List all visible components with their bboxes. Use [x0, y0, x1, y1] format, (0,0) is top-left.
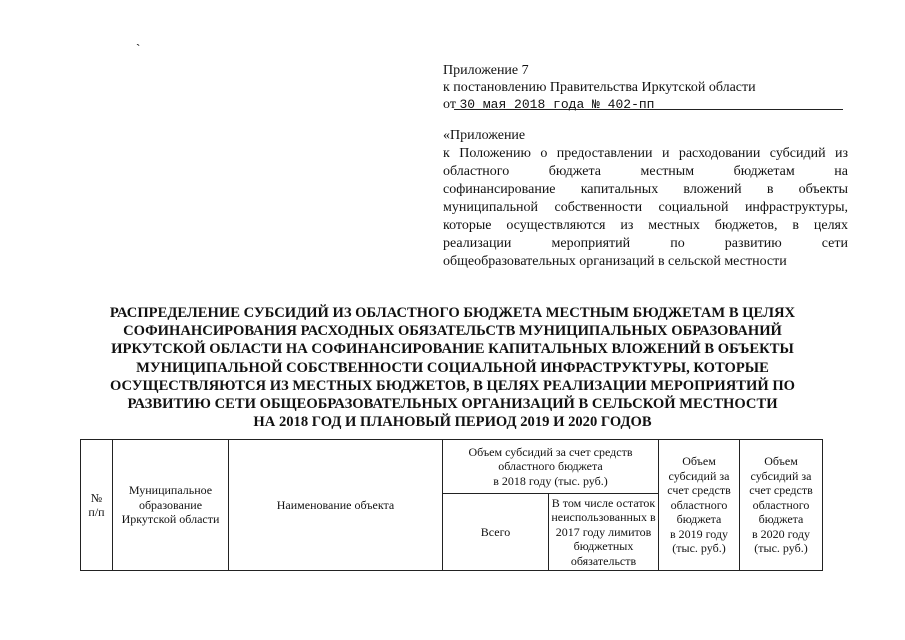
- appendix-date-prefix: от: [443, 97, 456, 112]
- title-line: РАСПРЕДЕЛЕНИЕ СУБСИДИЙ ИЗ ОБЛАСТНОГО БЮДЖЕТА МЕСТНЫМ БЮДЖЕТАМ В ЦЕЛЯХ: [109, 305, 796, 321]
- appendix-date-value: 30 мая 2018 года № 402-пп: [459, 97, 655, 112]
- header-2018-remainder: В том числе остаток неиспользованных в 2017 году лимитов бюджетных обязательств: [549, 494, 659, 571]
- document-title: [60, 304, 845, 431]
- title-line: ОСУЩЕСТВЛЯЮТСЯ ИЗ МЕСТНЫХ БЮДЖЕТОВ, В ЦЕЛЯХ РЕАЛИЗАЦИИ МЕРОПРИЯТИЙ ПО: [109, 377, 796, 394]
- prilozhenie-line: которые осуществляются из местных бюджетов, в целях: [443, 218, 848, 233]
- header-object-name: Наименование объекта: [229, 440, 443, 571]
- prilozhenie-line: к Положению о предоставлении и расходовании субсидий из: [443, 146, 848, 161]
- prilozhenie-line: «Приложение: [443, 128, 526, 143]
- header-num: № п/п: [81, 440, 113, 571]
- subsidy-table-header: [80, 439, 823, 571]
- corner-mark: `: [136, 41, 141, 56]
- appendix-date-line: [443, 96, 853, 113]
- prilozhenie-block: [443, 127, 848, 271]
- prilozhenie-line: реализации мероприятий по развитию сети: [443, 236, 848, 251]
- title-line: ИРКУТСКОЙ ОБЛАСТИ НА СОФИНАНСИРОВАНИЕ КАПИТАЛЬНЫХ ВЛОЖЕНИЙ В ОБЪЕКТЫ: [111, 341, 794, 358]
- header-2018-total: Всего: [443, 494, 549, 571]
- title-line: НА 2018 ГОД И ПЛАНОВЫЙ ПЕРИОД 2019 И 2020 ГОДОВ: [253, 414, 652, 431]
- prilozhenie-line: общеобразовательных организаций в сельской местности: [443, 254, 787, 269]
- prilozhenie-line: муниципальной собственности социальной инфраструктуры,: [443, 200, 848, 215]
- title-line: РАЗВИТИЮ СЕТИ ОБЩЕОБРАЗОВАТЕЛЬНЫХ ОРГАНИЗАЦИЙ В СЕЛЬСКОЙ МЕСТНОСТИ: [127, 396, 778, 413]
- header-2020: Объем субсидий за счет средств областного бюджета в 2020 году (тыс. руб.): [740, 440, 823, 571]
- title-line: МУНИЦИПАЛЬНОЙ СОБСТВЕННОСТИ СОЦИАЛЬНОЙ ИНФРАСТРУКТУРЫ, КОТОРЫЕ: [136, 359, 769, 376]
- appendix-resolution-ref: к постановлению Правительства Иркутской области: [443, 80, 756, 95]
- header-2018-group: Объем субсидий за счет средств областного бюджета в 2018 году (тыс. руб.): [443, 440, 659, 494]
- prilozhenie-line: областного бюджета местным бюджетам на: [443, 164, 848, 179]
- title-line: СОФИНАНСИРОВАНИЯ РАСХОДНЫХ ОБЯЗАТЕЛЬСТВ МУНИЦИПАЛЬНЫХ ОБРАЗОВАНИЙ: [123, 323, 782, 340]
- appendix-number: Приложение 7: [443, 63, 529, 78]
- header-municipality: Муниципальное образование Иркутской области: [113, 440, 229, 571]
- prilozhenie-line: софинансирование капитальных вложений в объекты: [443, 182, 848, 197]
- header-2019: Объем субсидий за счет средств областного бюджета в 2019 году (тыс. руб.): [659, 440, 740, 571]
- appendix-underline: [454, 109, 843, 110]
- appendix-header: [443, 62, 853, 113]
